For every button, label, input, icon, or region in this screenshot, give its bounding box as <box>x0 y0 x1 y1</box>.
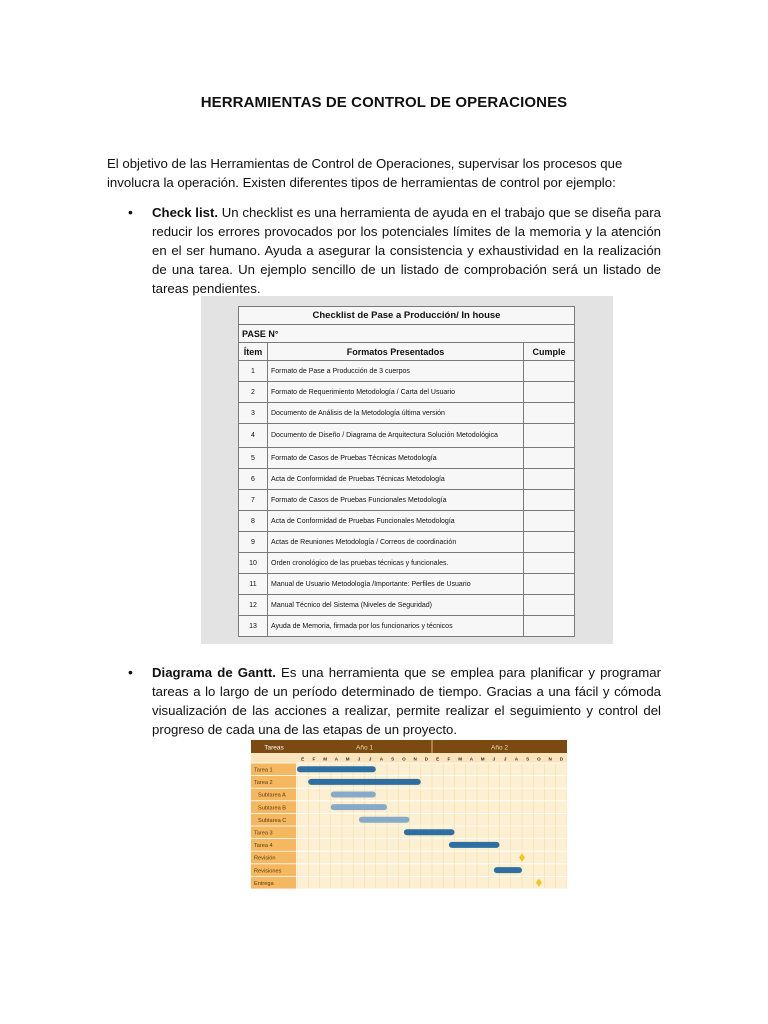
checklist-row-number: 10 <box>239 553 268 574</box>
checklist-row-number: 6 <box>239 469 268 490</box>
intro-paragraph: El objetivo de las Herramientas de Control de Operaciones, supervisar los procesos que involucra la operación. Existen diferentes tipos de herramientas de control por ejemplo: <box>107 156 623 190</box>
gantt-task-label: Tarea 4 <box>254 843 273 850</box>
gantt-task-bar <box>449 842 500 848</box>
checklist-row-text: Actas de Reuniones Metodología / Correos de coordinación <box>268 532 524 553</box>
gantt-month-label: N <box>413 756 417 762</box>
checklist-row-text: Documento de Diseño / Diagrama de Arquitectura Solución Metodológica <box>268 424 524 448</box>
bullet-checklist <box>128 203 661 298</box>
gantt-month-label: E <box>301 756 305 762</box>
checklist-row-number: 8 <box>239 511 268 532</box>
checklist-row-number: 1 <box>239 361 268 382</box>
gantt-task-label: Entrega <box>254 880 274 887</box>
checklist-row-number: 4 <box>239 424 268 448</box>
gantt-svg <box>251 740 567 892</box>
gantt-month-label: J <box>357 756 361 762</box>
gantt-month-label: J <box>492 756 496 762</box>
bullet-description: Un checklist es una herramienta de ayuda en el trabajo que se diseña para reducir los errores provocados por los potenciales límites de la memoria y la atención en el ser humano. Ayuda a asegurar la consistencia y exhaustividad en la realización de una tarea. Un ejemplo sencillo de un listado de comprobación será un listado de tareas pendientes. <box>152 205 661 296</box>
checklist-row-number: 13 <box>239 616 268 637</box>
checklist-table <box>238 306 575 637</box>
gantt-month-label: A <box>514 756 519 762</box>
bullet-dot-icon: • <box>128 204 133 220</box>
checklist-row-cumple <box>524 403 575 424</box>
gantt-year-label: Año 1 <box>356 744 373 752</box>
checklist-pase-label: PASE N° <box>239 325 575 343</box>
gantt-month-label: M <box>458 756 463 762</box>
gantt-month-label: M <box>345 756 350 762</box>
checklist-row-cumple <box>524 382 575 403</box>
gantt-month-label: N <box>548 756 552 762</box>
checklist-row-text: Formato de Requerimiento Metodología / Carta del Usuario <box>268 382 524 403</box>
gantt-month-label: M <box>480 756 485 762</box>
checklist-row-cumple <box>524 490 575 511</box>
gantt-month-label: J <box>368 756 372 762</box>
checklist-row-number: 3 <box>239 403 268 424</box>
gantt-month-label: D <box>424 756 429 762</box>
checklist-row <box>239 490 575 511</box>
checklist-row-text: Formato de Casos de Pruebas Funcionales Metodología <box>268 490 524 511</box>
checklist-row <box>239 448 575 469</box>
gantt-task-bar <box>297 766 376 772</box>
gantt-task-bar <box>494 867 522 873</box>
page-title: HERRAMIENTAS DE CONTROL DE OPERACIONES <box>200 94 568 111</box>
gantt-month-label: E <box>436 756 440 762</box>
checklist-row <box>239 403 575 424</box>
gantt-month-label: M <box>323 756 328 762</box>
gantt-task-bar <box>308 779 421 785</box>
checklist-row <box>239 511 575 532</box>
checklist-row <box>239 469 575 490</box>
checklist-row <box>239 574 575 595</box>
checklist-row-text: Ayuda de Memoria, firmada por los funcionarios y técnicos <box>268 616 524 637</box>
gantt-month-label: D <box>559 756 564 762</box>
gantt-task-label: Subtarea C <box>258 817 287 824</box>
gantt-month-label: A <box>379 756 384 762</box>
gantt-task-label: Revisión <box>254 855 276 862</box>
checklist-row <box>239 532 575 553</box>
gantt-month-label: O <box>402 756 406 762</box>
checklist-rows <box>239 361 575 637</box>
checklist-row-cumple <box>524 361 575 382</box>
gantt-task-bar <box>404 829 455 835</box>
checklist-row-text: Orden cronológico de las pruebas técnicas y funcionales. <box>268 553 524 574</box>
checklist-row-number: 12 <box>239 595 268 616</box>
checklist-row-text: Acta de Conformidad de Pruebas Funcionales Metodología <box>268 511 524 532</box>
checklist-row-text: Formato de Pase a Producción de 3 cuerpos <box>268 361 524 382</box>
checklist-row-text: Acta de Conformidad de Pruebas Técnicas Metodología <box>268 469 524 490</box>
gantt-task-bar <box>359 817 410 823</box>
checklist-row-text: Formato de Casos de Pruebas Técnicas Metodología <box>268 448 524 469</box>
checklist-row-cumple <box>524 574 575 595</box>
checklist-row <box>239 361 575 382</box>
gantt-chart <box>251 740 567 892</box>
gantt-task-label: Subtarea A <box>258 792 286 799</box>
gantt-task-bar <box>331 792 376 798</box>
checklist-row-cumple <box>524 595 575 616</box>
gantt-month-label: F <box>447 756 451 762</box>
checklist-row <box>239 382 575 403</box>
bullet-dot-icon: • <box>128 664 133 680</box>
gantt-month-label: O <box>537 756 541 762</box>
bullet-checklist-text <box>152 203 661 298</box>
checklist-row <box>239 616 575 637</box>
bullet-term: Diagrama de Gantt. <box>152 665 276 680</box>
gantt-task-label: Tarea 1 <box>254 767 273 774</box>
bullet-gantt <box>128 663 661 739</box>
gantt-month-label: J <box>503 756 507 762</box>
gantt-task-label: Revisiones <box>254 868 282 875</box>
gantt-task-label: Tarea 3 <box>254 830 273 837</box>
checklist-row-cumple <box>524 532 575 553</box>
checklist-row-text: Manual Técnico del Sistema (Niveles de Seguridad) <box>268 595 524 616</box>
gantt-month-label: S <box>526 756 530 762</box>
gantt-task-label: Tarea 2 <box>254 780 273 787</box>
gantt-task-label: Subtarea B <box>258 805 286 812</box>
gantt-month-label: S <box>391 756 395 762</box>
checklist-figure <box>201 296 613 644</box>
gantt-month-label: A <box>334 756 339 762</box>
checklist-row <box>239 553 575 574</box>
bullet-term: Check list. <box>152 205 219 220</box>
gantt-month-label: F <box>312 756 316 762</box>
gantt-task-header: Tareas <box>264 744 284 752</box>
checklist-row-cumple <box>524 511 575 532</box>
checklist-row <box>239 595 575 616</box>
checklist-row-number: 9 <box>239 532 268 553</box>
checklist-header-item: Ítem <box>239 343 268 361</box>
checklist-row-text: Documento de Análisis de la Metodología última versión <box>268 403 524 424</box>
gantt-month-row <box>251 753 567 763</box>
checklist-row <box>239 424 575 448</box>
checklist-row-number: 7 <box>239 490 268 511</box>
checklist-row-number: 2 <box>239 382 268 403</box>
checklist-title: Checklist de Pase a Producción/ In house <box>239 307 575 325</box>
bullet-gantt-text <box>152 663 661 739</box>
checklist-row-number: 11 <box>239 574 268 595</box>
checklist-header-cumple: Cumple <box>524 343 575 361</box>
checklist-row-cumple <box>524 448 575 469</box>
checklist-row-cumple <box>524 424 575 448</box>
gantt-month-label: A <box>469 756 474 762</box>
checklist-row-cumple <box>524 469 575 490</box>
checklist-row-cumple <box>524 553 575 574</box>
checklist-row-number: 5 <box>239 448 268 469</box>
checklist-header-formatos: Formatos Presentados <box>268 343 524 361</box>
gantt-year-label: Año 2 <box>491 744 508 752</box>
gantt-task-bar <box>331 804 387 810</box>
checklist-row-cumple <box>524 616 575 637</box>
gantt-header-bar <box>251 740 567 753</box>
checklist-row-text: Manual de Usuario Metodología /Importante: Perfiles de Usuario <box>268 574 524 595</box>
bullet-description: Es una herramienta que se emplea para planificar y programar tareas a lo largo de un período determinado de tiempo. Gracias a una fácil y cómoda visualización de las acciones a realizar, permite realizar el seguimiento y control del progreso de cada una de las etapas de un proyecto. <box>152 665 661 737</box>
